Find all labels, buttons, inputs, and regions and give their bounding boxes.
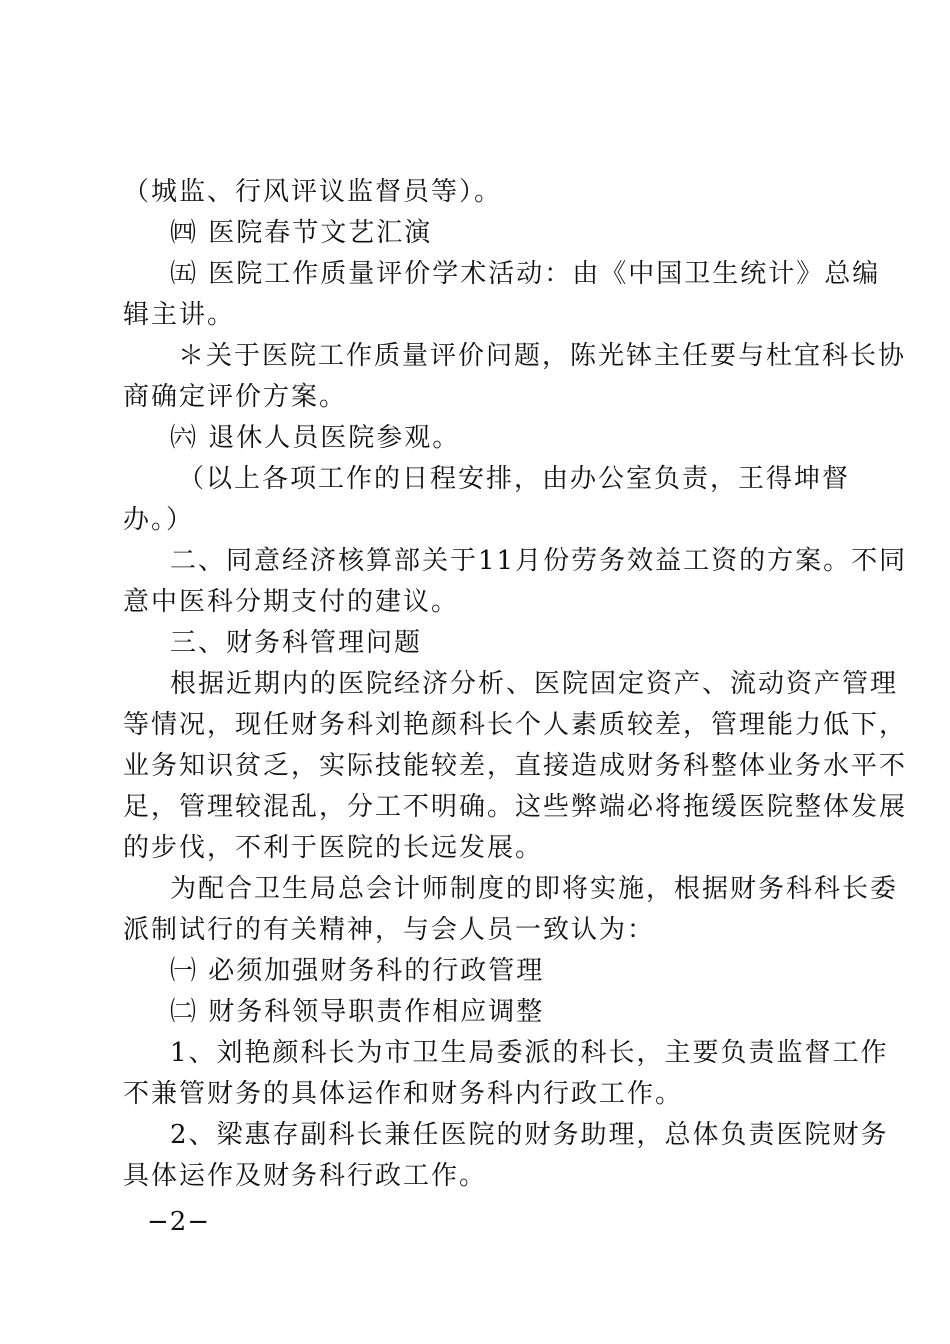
text-line: 根据近期内的医院经济分析、医院固定资产、流动资产管理	[170, 669, 899, 699]
text-line: 的步伐，不利于医院的长远发展。	[123, 833, 544, 863]
text-line: 为配合卫生局总会计师制度的即将实施，根据财务科科长委	[170, 874, 899, 904]
text-line: 派制试行的有关精神，与会人员一致认为：	[123, 915, 656, 945]
text-line: 二、同意经济核算部关于11月份劳务效益工资的方案。不同	[170, 546, 908, 576]
text-line: ＊关于医院工作质量评价问题，陈光钵主任要与杜宜科长协	[178, 341, 907, 371]
text-line: ㈠ 必须加强财务科的行政管理	[170, 956, 545, 986]
text-line: 辑主讲。	[123, 300, 236, 330]
section-heading: 三、财务科管理问题	[170, 628, 423, 658]
text-line: ㈣ 医院春节文艺汇演	[170, 218, 433, 248]
text-line: 业务知识贫乏，实际技能较差，直接造成财务科整体业务水平不	[123, 751, 908, 781]
text-line: 不兼管财务的具体运作和财务科内行政工作。	[123, 1079, 684, 1109]
text-line: 足，管理较混乱，分工不明确。这些弊端必将拖缓医院整体发展	[123, 792, 908, 822]
text-line: （以上各项工作的日程安排，由办公室负责，王得坤督	[178, 464, 851, 494]
text-line: 1、刘艳颜科长为市卫生局委派的科长，主要负责监督工作	[170, 1038, 889, 1068]
text-line: 办。）	[123, 505, 195, 535]
page-number: −2−	[147, 1207, 211, 1237]
text-line: 等情况，现任财务科刘艳颜科长个人素质较差，管理能力低下，	[123, 710, 908, 740]
text-line: 具体运作及财务科行政工作。	[123, 1161, 488, 1191]
text-line: 意中医科分期支付的建议。	[123, 587, 460, 617]
text-line: ㈡ 财务科领导职责作相应调整	[170, 997, 545, 1027]
text-line: ㈤ 医院工作质量评价学术活动：由《中国卫生统计》总编	[170, 259, 881, 289]
text-line: 2、梁惠存副科长兼任医院的财务助理，总体负责医院财务	[170, 1120, 889, 1150]
text-line: 商确定评价方案。	[123, 382, 348, 412]
text-line: （城监、行风评议监督员等）。	[123, 177, 503, 207]
text-line: ㈥ 退休人员医院参观。	[170, 423, 461, 453]
